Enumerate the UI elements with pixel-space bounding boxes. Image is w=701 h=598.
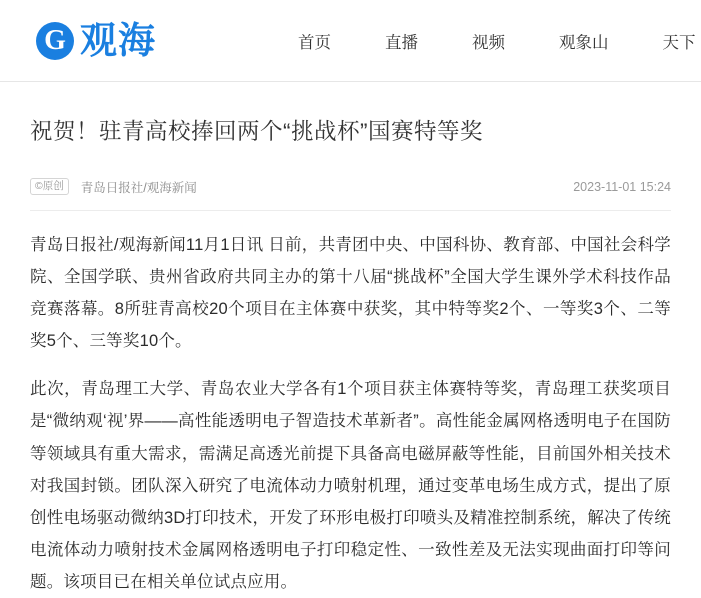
page-title: 祝贺！驻青高校捧回两个“挑战杯”国赛特等奖	[30, 116, 671, 148]
article-paragraph: 此次，青岛理工大学、青岛农业大学各有1个项目获主体赛特等奖，青岛理工获奖项目是“微纳观‘视’界——高性能透明电子智造技术革新者”。高性能金属网格透明电子在国防等领域具有重大需求，需满足高透光前提下具备高电磁屏蔽等性能，目前国外相关技术对我国封锁。团队深入研究了电流体动力喷射机理，通过变革电场生成方式，提出了原创性电场驱动微纳3D打印技术，开发了环形电极打印喷头及精准控制系统，解决了传统电流体动力喷射技术金属网格透明电子打印稳定性、一致性差及无法实现曲面打印等问题。该项目已在相关单位试点应用。	[30, 373, 671, 598]
status-badge: ©原创	[30, 178, 69, 196]
main-nav	[298, 29, 696, 53]
nav-item-world[interactable]: 天下	[663, 29, 696, 53]
article-meta	[30, 178, 671, 211]
site-header	[0, 0, 701, 82]
article-source: 青岛日报社/观海新闻	[81, 178, 197, 196]
site-logo[interactable]	[36, 22, 226, 60]
nav-item-video[interactable]: 视频	[472, 29, 505, 53]
logo-circle-icon: G	[36, 22, 74, 60]
article-timestamp: 2023-11-01 15:24	[573, 180, 671, 194]
nav-item-home[interactable]: 首页	[298, 29, 331, 53]
nav-item-live[interactable]: 直播	[385, 29, 418, 53]
nav-item-guanxiangshan[interactable]: 观象山	[559, 29, 609, 53]
article-container	[0, 116, 701, 598]
article-body	[30, 229, 671, 598]
logo-text: 观海	[80, 22, 156, 59]
article-paragraph: 青岛日报社/观海新闻11月1日讯 日前，共青团中央、中国科协、教育部、中国社会科学院、全国学联、贵州省政府共同主办的第十八届“挑战杯”全国大学生课外学术科技作品竞赛落幕。8所驻青高校20个项目在主体赛中获奖，其中特等奖2个、一等奖3个、二等奖5个、三等奖10个。	[30, 229, 671, 358]
